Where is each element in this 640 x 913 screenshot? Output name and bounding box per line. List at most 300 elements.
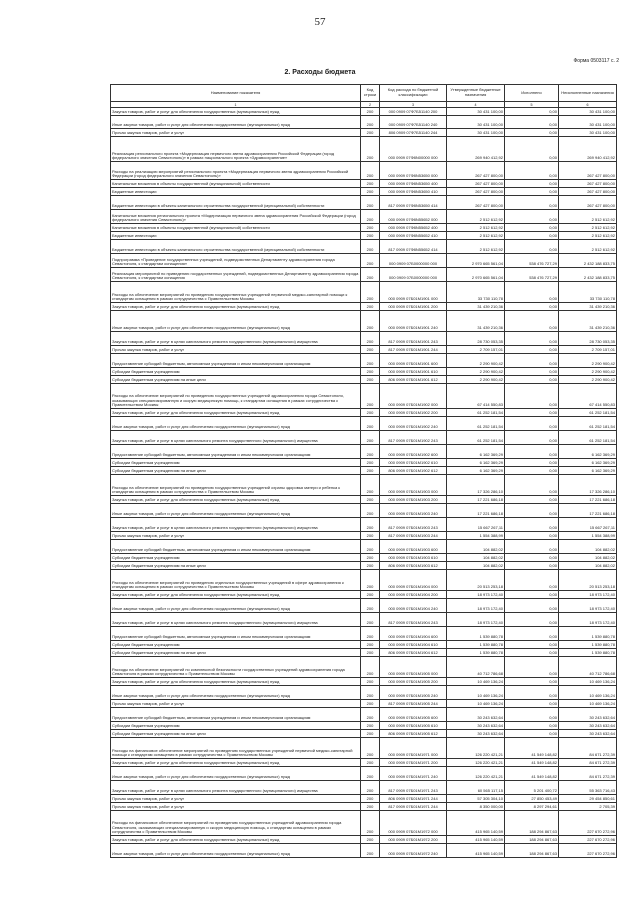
row-executed-cell: 0,00	[505, 196, 559, 210]
header-approved: Утвержденные бюджетные назначения	[447, 85, 505, 102]
row-remaining-cell: 227 670 272,96	[559, 836, 617, 844]
row-remaining-cell: 61 252 181,54	[559, 431, 617, 445]
table-row	[111, 346, 617, 354]
row-executed-cell: 0,00	[505, 210, 559, 224]
row-classification-cell: 806 0909 07Ф7Б51140 244	[380, 129, 447, 137]
row-remaining-cell: 6 162 369,29	[559, 445, 617, 459]
row-classification-cell: 000 0909 07Б01М1904 200	[380, 591, 447, 599]
column-number: 6	[559, 102, 617, 108]
row-executed-cell: 0,00	[505, 599, 559, 613]
row-name-cell: Закупка товаров, работ и услуг в целях капитального ремонта государственного (муниципального) имущества	[111, 613, 361, 627]
row-remaining-cell: 10 469 136,24	[559, 700, 617, 708]
table-row	[111, 116, 617, 129]
row-classification-cell: 000 0909 07Ф8N53650 000	[380, 162, 447, 180]
row-remaining-cell: 2 705,39	[559, 803, 617, 811]
row-name-cell: Субсидии бюджетным учреждениям на иные цели	[111, 562, 361, 570]
row-executed-cell: 0,00	[505, 649, 559, 657]
row-remaining-cell: 10 469 136,24	[559, 686, 617, 700]
table-row	[111, 591, 617, 599]
row-executed-cell: 0,00	[505, 409, 559, 417]
row-name-cell: Капитальные вложения в объекты государственной (муниципальной) собственности	[111, 180, 361, 188]
row-name-cell: Предоставление субсидий бюджетным, автономным учреждениям и иным некоммерческим организациям	[111, 708, 361, 722]
row-line-code-cell: 200	[361, 504, 380, 518]
row-name-cell: Иные закупки товаров, работ и услуг для обеспечения государственных (муниципальных) нужд	[111, 599, 361, 613]
row-approved-cell: 104 882,02	[447, 562, 505, 570]
row-classification-cell: 000 0909 07Ф8N00000 000	[380, 137, 447, 162]
row-classification-cell: 817 0909 07Б01М1901 243	[380, 332, 447, 346]
table-row	[111, 649, 617, 657]
row-line-code-cell: 200	[361, 384, 380, 409]
row-name-cell: Реализация мероприятий по приведению государственных учреждений, подведомственных Департаменту здравоохранения города Севастополя, к стандартам оснащения	[111, 268, 361, 282]
row-classification-cell: 806 0909 07Б01М1971 244	[380, 795, 447, 803]
row-remaining-cell: 267 427 800,00	[559, 196, 617, 210]
row-executed-cell: 0,00	[505, 700, 559, 708]
row-name-cell: Капитальные вложения в объекты государственной (муниципальной) собственности	[111, 224, 361, 232]
row-line-code-cell: 200	[361, 686, 380, 700]
row-classification-cell: 000 0909 07Б01М1971 000	[380, 738, 447, 759]
row-name-cell: Расходы на обеспечение мероприятий по приведению государственных учреждений первичной медико-санитарной помощи к стандартам оснащения в рамках сотрудничества с Правительством Москвы	[111, 282, 361, 303]
table-row	[111, 108, 617, 116]
row-approved-cell: 30 431 100,00	[447, 129, 505, 137]
row-remaining-cell: 84 671 272,39	[559, 759, 617, 767]
row-remaining-cell: 2 709 157,01	[559, 346, 617, 354]
row-remaining-cell: 267 427 800,00	[559, 180, 617, 188]
table-row	[111, 445, 617, 459]
row-classification-cell: 000 0909 07Б0000000 000	[380, 268, 447, 282]
row-line-code-cell: 200	[361, 795, 380, 803]
row-name-cell: Закупка товаров, работ и услуг для обеспечения государственных (муниципальных) нужд	[111, 591, 361, 599]
row-line-code-cell: 200	[361, 767, 380, 781]
table-row	[111, 188, 617, 196]
row-classification-cell: 000 0909 07Б01М1905 610	[380, 722, 447, 730]
row-classification-cell: 000 0909 07Б01М1905 000	[380, 657, 447, 678]
row-line-code-cell: 200	[361, 303, 380, 311]
table-row	[111, 311, 617, 332]
table-row	[111, 700, 617, 708]
row-approved-cell: 18 973 172,40	[447, 591, 505, 599]
row-approved-cell: 1 539 880,78	[447, 649, 505, 657]
table-row	[111, 678, 617, 686]
table-row	[111, 368, 617, 376]
row-remaining-cell: 28 730 053,35	[559, 332, 617, 346]
row-remaining-cell: 18 973 172,40	[559, 599, 617, 613]
row-remaining-cell: 30 243 632,64	[559, 730, 617, 738]
table-row	[111, 599, 617, 613]
row-approved-cell: 17 326 286,10	[447, 475, 505, 496]
row-approved-cell: 267 427 800,00	[447, 180, 505, 188]
row-approved-cell: 267 427 800,00	[447, 196, 505, 210]
row-approved-cell: 2 290 900,42	[447, 354, 505, 368]
table-row	[111, 354, 617, 368]
row-classification-cell: 000 0909 07Б01М1903 600	[380, 540, 447, 554]
row-name-cell: Предоставление субсидий бюджетным, автономным учреждениям и иным некоммерческим организациям	[111, 354, 361, 368]
row-remaining-cell: 227 670 272,96	[559, 811, 617, 836]
row-approved-cell: 1 554 388,99	[447, 532, 505, 540]
row-approved-cell: 1 539 880,78	[447, 641, 505, 649]
row-executed-cell: 0,00	[505, 137, 559, 162]
row-line-code-cell: 200	[361, 496, 380, 504]
row-approved-cell: 415 965 140,59	[447, 811, 505, 836]
row-executed-cell: 0,00	[505, 627, 559, 641]
table-row	[111, 254, 617, 268]
row-line-code-cell: 200	[361, 613, 380, 627]
row-remaining-cell: 30 243 632,64	[559, 708, 617, 722]
row-name-cell: Предоставление субсидий бюджетным, автономным учреждениям и иным некоммерческим организациям	[111, 445, 361, 459]
row-name-cell: Закупка товаров, работ и услуг для обеспечения государственных (муниципальных) нужд	[111, 678, 361, 686]
row-executed-cell: 0,00	[505, 376, 559, 384]
table-row	[111, 803, 617, 811]
row-executed-cell: 0,00	[505, 188, 559, 196]
row-remaining-cell: 2 432 188 833,75	[559, 268, 617, 282]
table-row	[111, 240, 617, 254]
row-executed-cell: 0,00	[505, 417, 559, 431]
table-row	[111, 303, 617, 311]
row-remaining-cell: 33 730 110,78	[559, 282, 617, 303]
row-approved-cell: 267 427 800,00	[447, 188, 505, 196]
row-name-cell: Иные закупки товаров, работ и услуг для обеспечения государственных (муниципальных) нужд	[111, 311, 361, 332]
row-remaining-cell: 31 439 210,36	[559, 303, 617, 311]
row-executed-cell: 0,00	[505, 240, 559, 254]
row-classification-cell: 000 0909 07Ф8N55652 400	[380, 224, 447, 232]
table-row	[111, 224, 617, 232]
table-row	[111, 836, 617, 844]
row-name-cell: Субсидии бюджетным учреждениям	[111, 368, 361, 376]
row-approved-cell: 30 243 632,64	[447, 708, 505, 722]
form-code: Форма 0503117 с. 2	[573, 58, 619, 64]
row-line-code-cell: 200	[361, 591, 380, 599]
table-row	[111, 627, 617, 641]
row-remaining-cell: 30 431 100,00	[559, 116, 617, 129]
row-line-code-cell: 200	[361, 811, 380, 836]
row-classification-cell: 000 0909 07Б01М1972 000	[380, 811, 447, 836]
row-line-code-cell: 200	[361, 376, 380, 384]
header-line-code: Код строки	[361, 85, 380, 102]
row-remaining-cell: 104 882,02	[559, 540, 617, 554]
page-number: 57	[314, 16, 326, 28]
row-classification-cell: 806 0909 07Б01М1901 612	[380, 376, 447, 384]
row-name-cell: Иные закупки товаров, работ и услуг для обеспечения государственных (муниципальных) нужд	[111, 417, 361, 431]
row-approved-cell: 40 712 786,68	[447, 657, 505, 678]
section-title: 2. Расходы бюджета	[284, 69, 356, 76]
row-remaining-cell: 55 363 716,43	[559, 781, 617, 795]
table-row	[111, 795, 617, 803]
row-executed-cell: 0,00	[505, 232, 559, 240]
row-classification-cell: 000 0909 07Б01М1904 600	[380, 627, 447, 641]
row-approved-cell: 2 290 900,42	[447, 368, 505, 376]
row-remaining-cell: 267 427 800,00	[559, 162, 617, 180]
row-approved-cell: 126 220 421,21	[447, 738, 505, 759]
table-row	[111, 459, 617, 467]
row-remaining-cell: 67 414 550,83	[559, 384, 617, 409]
row-classification-cell: 000 0909 07Б01М1903 240	[380, 504, 447, 518]
row-name-cell: Иные закупки товаров, работ и услуг для обеспечения государственных (муниципальных) нужд	[111, 504, 361, 518]
row-executed-cell: 0,00	[505, 496, 559, 504]
row-line-code-cell: 200	[361, 518, 380, 532]
row-classification-cell: 000 0909 07Б01М1902 200	[380, 409, 447, 417]
row-name-cell: Бюджетные инвестиции	[111, 232, 361, 240]
table-row	[111, 686, 617, 700]
row-approved-cell: 6 162 369,29	[447, 467, 505, 475]
row-remaining-cell: 2 290 900,42	[559, 376, 617, 384]
row-name-cell: Расходы на обеспечение мероприятий по приведению государственных учреждений охраны здоровья матери и ребенка к стандартам оснащения в рамках сотрудничества с Правительством Москвы	[111, 475, 361, 496]
row-line-code-cell: 200	[361, 346, 380, 354]
row-classification-cell: 000 0909 07Б01М1972 200	[380, 836, 447, 844]
row-classification-cell: 000 0909 07Б01М1904 610	[380, 641, 447, 649]
row-remaining-cell: 18 973 172,40	[559, 591, 617, 599]
row-classification-cell: 817 0909 07Б01М1902 243	[380, 431, 447, 445]
table-row	[111, 232, 617, 240]
row-line-code-cell: 200	[361, 254, 380, 268]
table-body	[111, 108, 617, 858]
table-header-row	[111, 85, 617, 102]
row-line-code-cell: 200	[361, 708, 380, 722]
row-line-code-cell: 200	[361, 240, 380, 254]
row-executed-cell: 0,00	[505, 180, 559, 188]
table-row	[111, 641, 617, 649]
row-approved-cell: 2 709 157,01	[447, 346, 505, 354]
row-name-cell: Прочая закупка товаров, работ и услуг	[111, 532, 361, 540]
row-executed-cell: 0,00	[505, 540, 559, 554]
row-approved-cell: 2 512 612,92	[447, 232, 505, 240]
row-executed-cell: 188 294 867,63	[505, 836, 559, 844]
row-remaining-cell: 31 439 210,36	[559, 311, 617, 332]
row-executed-cell: 0,00	[505, 431, 559, 445]
column-number: 1	[111, 102, 361, 108]
row-executed-cell: 0,00	[505, 708, 559, 722]
row-line-code-cell: 200	[361, 459, 380, 467]
row-approved-cell: 8 350 000,00	[447, 803, 505, 811]
row-classification-cell: 000 0909 07Б01М1901 600	[380, 354, 447, 368]
row-line-code-cell: 200	[361, 409, 380, 417]
row-approved-cell: 30 431 100,00	[447, 108, 505, 116]
row-approved-cell: 126 220 421,21	[447, 767, 505, 781]
table-row	[111, 496, 617, 504]
row-classification-cell: 000 0909 07Ф8N53650 410	[380, 188, 447, 196]
row-remaining-cell: 61 252 181,54	[559, 417, 617, 431]
row-name-cell: Бюджетные инвестиции в объекты капитального строительства государственной (муниципальной) собственности	[111, 240, 361, 254]
table-row	[111, 467, 617, 475]
row-remaining-cell: 18 973 172,40	[559, 613, 617, 627]
row-classification-cell: 806 0909 07Б01М1905 612	[380, 730, 447, 738]
row-classification-cell: 817 0909 07Б01М1903 243	[380, 518, 447, 532]
row-approved-cell: 30 431 100,00	[447, 116, 505, 129]
row-line-code-cell: 200	[361, 641, 380, 649]
table-row	[111, 210, 617, 224]
table-row	[111, 409, 617, 417]
row-name-cell: Прочая закупка товаров, работ и услуг	[111, 129, 361, 137]
table-row	[111, 180, 617, 188]
row-classification-cell: 806 0909 07Б01М1903 612	[380, 562, 447, 570]
row-approved-cell: 18 973 172,40	[447, 599, 505, 613]
row-approved-cell: 17 221 686,18	[447, 504, 505, 518]
column-number: 3	[380, 102, 447, 108]
row-name-cell: Субсидии бюджетным учреждениям на иные цели	[111, 730, 361, 738]
row-name-cell: Субсидии бюджетным учреждениям на иные цели	[111, 467, 361, 475]
row-remaining-cell: 17 221 686,18	[559, 496, 617, 504]
row-name-cell: Прочая закупка товаров, работ и услуг	[111, 803, 361, 811]
row-approved-cell: 2 512 612,92	[447, 240, 505, 254]
row-classification-cell: 817 0909 07Б01М1903 244	[380, 532, 447, 540]
row-classification-cell: 806 0909 07Б01М1902 612	[380, 467, 447, 475]
table-row	[111, 268, 617, 282]
row-approved-cell: 415 965 140,59	[447, 844, 505, 858]
row-line-code-cell: 200	[361, 554, 380, 562]
row-executed-cell: 41 549 148,82	[505, 738, 559, 759]
table-row	[111, 532, 617, 540]
row-line-code-cell: 200	[361, 196, 380, 210]
row-approved-cell: 10 469 136,24	[447, 678, 505, 686]
table-row	[111, 417, 617, 431]
table-row	[111, 708, 617, 722]
row-executed-cell: 0,00	[505, 332, 559, 346]
row-name-cell: Закупка товаров, работ и услуг в целях капитального ремонта государственного (муниципального) имущества	[111, 431, 361, 445]
row-remaining-cell: 104 882,02	[559, 562, 617, 570]
row-classification-cell: 000 0909 07Б01М1972 240	[380, 844, 447, 858]
budget-expenses-table	[110, 84, 617, 858]
row-name-cell: Подпрограмма «Проведение государственных учреждений, подведомственных Департаменту здравоохранения города Севастополя, к стандартам оснащения»	[111, 254, 361, 268]
row-approved-cell: 2 970 665 561,04	[447, 254, 505, 268]
row-name-cell: Закупка товаров, работ и услуг для обеспечения государственных (муниципальных) нужд	[111, 303, 361, 311]
row-name-cell: Закупка товаров, работ и услуг в целях капитального ремонта государственного (муниципального) имущества	[111, 332, 361, 346]
row-name-cell: Бюджетные инвестиции	[111, 188, 361, 196]
table-row	[111, 431, 617, 445]
row-approved-cell: 30 243 632,64	[447, 730, 505, 738]
row-executed-cell: 41 549 148,82	[505, 759, 559, 767]
column-number: 5	[505, 102, 559, 108]
row-remaining-cell: 104 882,02	[559, 554, 617, 562]
row-line-code-cell: 200	[361, 836, 380, 844]
row-name-cell: Расходы на финансовое обеспечение мероприятий по приведению государственных учреждений здравоохранения города Севастополя, оказывающих специализированную и скорую медицинскую помощь, к стандартам оснащения в рамках сотрудничества с Правительством Москвы	[111, 811, 361, 836]
row-approved-cell: 2 512 612,92	[447, 210, 505, 224]
row-classification-cell: 000 0909 07Б01М1905 200	[380, 678, 447, 686]
row-line-code-cell: 200	[361, 475, 380, 496]
table-row	[111, 332, 617, 346]
row-remaining-cell: 15 667 267,11	[559, 518, 617, 532]
row-line-code-cell: 200	[361, 129, 380, 137]
row-classification-cell: 000 0909 07Ф8N55652 410	[380, 232, 447, 240]
row-name-cell: Закупка товаров, работ и услуг в целях капитального ремонта государственного (муниципального) имущества	[111, 518, 361, 532]
row-remaining-cell: 2 290 900,42	[559, 368, 617, 376]
row-classification-cell: 806 0909 07Б01М1904 612	[380, 649, 447, 657]
row-approved-cell: 2 970 665 561,04	[447, 268, 505, 282]
header-classification: Код расхода по бюджетной классификации	[380, 85, 447, 102]
row-executed-cell: 0,00	[505, 686, 559, 700]
table-row	[111, 504, 617, 518]
row-line-code-cell: 200	[361, 649, 380, 657]
row-approved-cell: 61 252 181,54	[447, 431, 505, 445]
row-classification-cell: 000 0909 07Б01М1905 240	[380, 686, 447, 700]
table-row	[111, 475, 617, 496]
table-row	[111, 657, 617, 678]
row-executed-cell: 27 850 453,49	[505, 795, 559, 803]
row-line-code-cell: 200	[361, 210, 380, 224]
table-row	[111, 811, 617, 836]
row-line-code-cell: 200	[361, 311, 380, 332]
row-approved-cell: 57 305 304,10	[447, 795, 505, 803]
column-number: 4	[447, 102, 505, 108]
row-remaining-cell: 6 162 369,29	[559, 467, 617, 475]
row-remaining-cell: 1 539 880,78	[559, 627, 617, 641]
row-classification-cell: 817 0909 07Б01М1901 244	[380, 346, 447, 354]
row-name-cell: Предоставление субсидий бюджетным, автономным учреждениям и иным некоммерческим организациям	[111, 540, 361, 554]
row-name-cell: Расходы на финансовое обеспечение мероприятий по приведению государственных учреждений первичной медико-санитарной помощи к стандартам оснащения в рамках сотрудничества с Правительством Москвы	[111, 738, 361, 759]
table-row	[111, 162, 617, 180]
row-executed-cell: 0,00	[505, 641, 559, 649]
row-remaining-cell: 269 940 412,92	[559, 137, 617, 162]
table-row	[111, 554, 617, 562]
row-approved-cell: 104 882,02	[447, 554, 505, 562]
row-executed-cell: 0,00	[505, 475, 559, 496]
row-name-cell: Расходы на реализацию мероприятий регионального проекта «Модернизация первичного звена здравоохранения Российской Федерации (город федерального значения Севастополь)»	[111, 162, 361, 180]
row-name-cell: Расходы на обеспечение мероприятий по комплексной безопасности государственных учреждений здравоохранения города Севастополя в рамках сотрудничества с Правительством Москвы	[111, 657, 361, 678]
row-executed-cell: 0,00	[505, 384, 559, 409]
row-remaining-cell: 2 512 612,92	[559, 240, 617, 254]
row-name-cell: Расходы на обеспечение мероприятий по приведению отдельных государственных учреждений в сфере здравоохранения к стандартам оснащения в рамках сотрудничества с Правительством Москвы	[111, 570, 361, 591]
row-approved-cell: 31 439 210,36	[447, 311, 505, 332]
row-executed-cell: 0,00	[505, 445, 559, 459]
row-name-cell: Субсидии бюджетным учреждениям	[111, 459, 361, 467]
table-row	[111, 759, 617, 767]
row-executed-cell: 0,00	[505, 311, 559, 332]
row-name-cell: Капитальные вложения регионального проекта «Модернизация первичного звена здравоохранения Российской Федерации (город федерального значения Севастополь)»	[111, 210, 361, 224]
row-executed-cell: 5 201 400,72	[505, 781, 559, 795]
header-executed: Исполнено	[505, 85, 559, 102]
table-row	[111, 781, 617, 795]
row-executed-cell: 0,00	[505, 346, 559, 354]
row-remaining-cell: 2 290 900,42	[559, 354, 617, 368]
row-remaining-cell: 2 432 188 833,75	[559, 254, 617, 268]
row-approved-cell: 31 439 210,36	[447, 303, 505, 311]
header-name: Наименование показателя	[111, 85, 361, 102]
row-approved-cell: 10 469 136,24	[447, 686, 505, 700]
row-approved-cell: 415 965 140,59	[447, 836, 505, 844]
table-row	[111, 129, 617, 137]
row-executed-cell: 188 294 867,63	[505, 811, 559, 836]
table-row	[111, 384, 617, 409]
table-row	[111, 540, 617, 554]
row-approved-cell: 126 220 421,21	[447, 759, 505, 767]
row-executed-cell: 0,00	[505, 554, 559, 562]
row-executed-cell: 0,00	[505, 368, 559, 376]
table-row	[111, 722, 617, 730]
row-classification-cell: 000 0909 07Б01М1903 000	[380, 475, 447, 496]
row-remaining-cell: 84 671 272,39	[559, 738, 617, 759]
row-remaining-cell: 20 513 253,18	[559, 570, 617, 591]
row-name-cell: Прочая закупка товаров, работ и услуг	[111, 700, 361, 708]
row-remaining-cell: 61 252 181,54	[559, 409, 617, 417]
row-name-cell: Закупка товаров, работ и услуг для обеспечения государственных (муниципальных) нужд	[111, 108, 361, 116]
table-row	[111, 767, 617, 781]
row-remaining-cell: 84 671 272,39	[559, 767, 617, 781]
row-approved-cell: 20 513 253,18	[447, 570, 505, 591]
row-classification-cell: 817 0909 07Ф8N53650 414	[380, 196, 447, 210]
row-classification-cell: 000 0909 07Б01М1902 610	[380, 459, 447, 467]
row-approved-cell: 28 730 053,35	[447, 332, 505, 346]
row-line-code-cell: 200	[361, 232, 380, 240]
row-remaining-cell: 30 431 100,00	[559, 108, 617, 116]
row-name-cell: Реализация регионального проекта «Модернизация первичного звена здравоохранения Российской Федерации (город федерального значения Севастополь)» в рамках национального проекта «Здравоохранение»	[111, 137, 361, 162]
row-executed-cell: 0,00	[505, 459, 559, 467]
row-classification-cell: 000 0909 07Б01М1971 240	[380, 767, 447, 781]
row-classification-cell: 000 0909 07Б01М1905 600	[380, 708, 447, 722]
row-approved-cell: 104 882,02	[447, 540, 505, 554]
row-line-code-cell: 200	[361, 678, 380, 686]
row-approved-cell: 1 539 880,78	[447, 627, 505, 641]
table-row	[111, 844, 617, 858]
table-row	[111, 518, 617, 532]
table-row	[111, 613, 617, 627]
row-approved-cell: 267 427 800,00	[447, 162, 505, 180]
